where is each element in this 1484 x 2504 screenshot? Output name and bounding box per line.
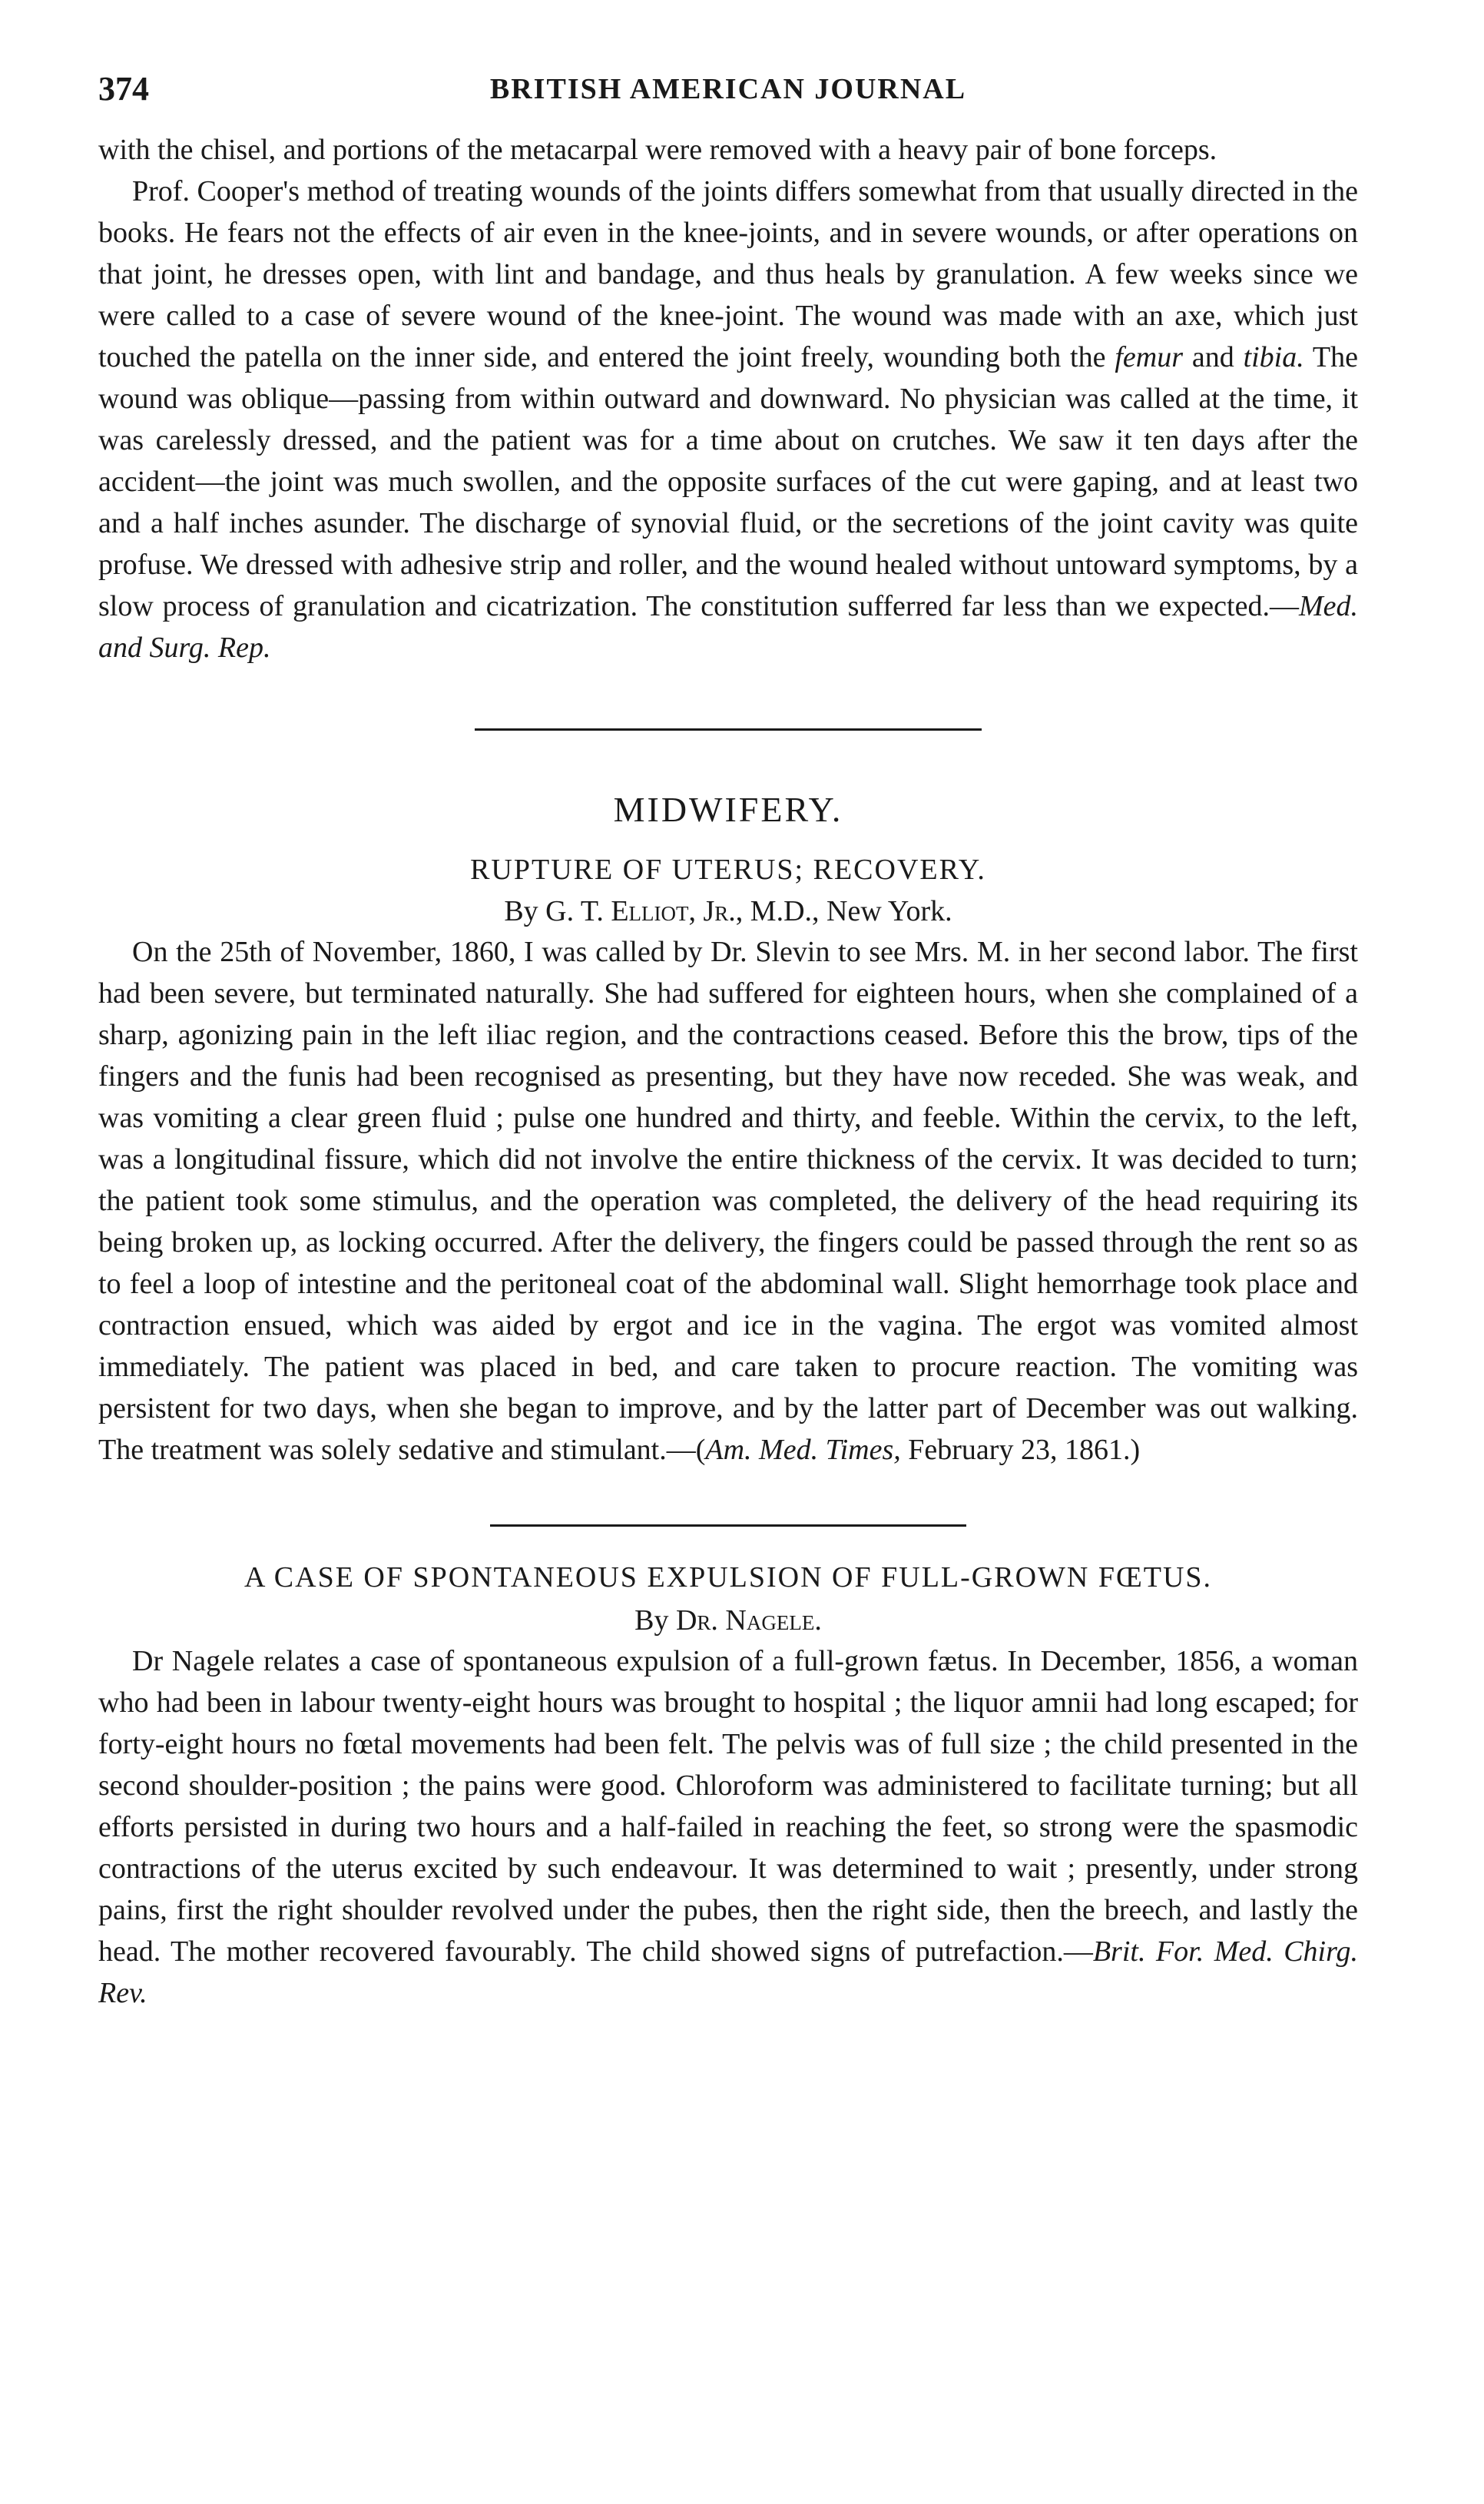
citation: Am. Med. Times, bbox=[705, 1434, 901, 1466]
citation: Brit. For. Med. Chirg. Rev. bbox=[98, 1935, 1358, 2009]
citation: Med. and Surg. Rep. bbox=[98, 590, 1358, 664]
intro-paragraph-continued: with the chisel, and portions of the metacarpal were removed with a heavy pair of bone forceps. bbox=[98, 134, 1217, 166]
paragraph-text: The wound was oblique—passing from within outward and downward. No physician was called at the time, it was carelessly dressed, and the patient was for a time about on crutches. We saw it ten days after the accident—the joint was much swollen, and the opposite surfaces of the cut were gaping, and at least two and a half inches asunder. The discharge of synovial fluid, or the secretions of the joint cavity was quite profuse. We dressed with adhesive strip and roller, and the wound healed without untoward symptoms, by a slow process of granulation and cicatrization. The constitution sufferred far less than we expected.— bbox=[98, 341, 1358, 622]
paragraph-text: On the 25th of November, 1860, I was called by Dr. Slevin to see Mrs. M. in her second labor. The first had been severe, but terminated naturally. She had suffered for eighteen hours, when she complained of a sharp, agonizing pain in the left iliac region, and the contractions ceased. Before this the brow, tips of the fingers and the funis had been recognised as presenting, but they have now receded. She was weak, and was vomiting a clear green fluid ; pulse one hundred and thirty, and feeble. Within the cervix, to the left, was a longitudinal fissure, which did not involve the entire thickness of the cervix. It was decided to turn; the patient took some stimulus, and the operation was completed, the delivery of the head requiring its being broken up, as locking occurred. After the delivery, the fingers could be passed through the rent so as to feel a loop of intestine and the peritoneal coat of the abdominal wall. Slight hemorrhage took place and contraction ensued, which was aided by ergot and ice in the vagina. The ergot was vomited almost immediately. The patient was placed in bed, and care taken to procure reaction. The vomiting was persistent for two days, when she began to improve, and by the latter part of December was out walking. The treatment was solely sedative and stimulant.—( bbox=[98, 936, 1358, 1466]
byline-suffix: , M.D., New York. bbox=[735, 895, 952, 927]
paragraph-text: and bbox=[1182, 341, 1244, 373]
article-body bbox=[98, 1640, 1358, 2014]
byline-prefix: By bbox=[504, 895, 546, 927]
article-title: A CASE OF SPONTANEOUS EXPULSION OF FULL-GROWN FŒTUS. bbox=[243, 1561, 1213, 1594]
byline-prefix: By bbox=[634, 1604, 676, 1637]
italic-term-tibia: tibia. bbox=[1243, 341, 1304, 373]
article-title: RUPTURE OF UTERUS; RECOVERY. bbox=[470, 854, 986, 886]
article-byline bbox=[98, 1604, 1358, 1637]
citation-tail: February 23, 1861.) bbox=[900, 1434, 1141, 1466]
journal-title: BRITISH AMERICAN JOURNAL bbox=[489, 73, 967, 105]
byline-author: G. T. Elliot, Jr. bbox=[545, 895, 736, 927]
paragraph-text: Prof. Cooper's method of treating wounds of the joints differs somewhat from that usually directed in the books. He fears not the effects of air even in the knee-joints, and in severe wounds, or after operations on that joint, he dresses open, with lint and bandage, and thus heals by granulation. A few weeks since we were called to a case of severe wound of the knee-joint. The wound was made with an axe, which just touched the patella on the inner side, and entered the joint freely, wounding both the bbox=[98, 175, 1358, 373]
italic-term-femur: femur bbox=[1115, 341, 1183, 373]
running-head bbox=[98, 69, 1358, 115]
page-number: 374 bbox=[98, 70, 149, 108]
section-divider bbox=[490, 1524, 966, 1527]
journal-page bbox=[98, 69, 1358, 2014]
section-heading: MIDWIFERY. bbox=[613, 790, 843, 829]
intro-paragraph-cooper bbox=[98, 171, 1358, 668]
article-body bbox=[98, 931, 1358, 1471]
section-divider bbox=[475, 728, 982, 731]
paragraph-text: Dr Nagele relates a case of spontaneous expulsion of a full-grown fætus. In December, 1856, a woman who had been in labour twenty-eight hours was brought to hospital ; the liquor amnii had long escaped; for forty-eight hours no fœtal movements had been felt. The pelvis was of full size ; the child presented in the second shoulder-position ; the pains were good. Chloroform was administered to facilitate turning; but all efforts persisted in during two hours and a half-failed in reaching the feet, so strong were the spasmodic contractions of the uterus excited by such endeavour. It was determined to wait ; presently, under strong pains, first the right shoulder revolved under the pubes, then the right side, then the breech, and lastly the head. The mother recovered favourably. The child showed signs of putrefaction.— bbox=[98, 1645, 1358, 1968]
article-byline bbox=[98, 894, 1358, 928]
byline-author: Dr. Nagele. bbox=[675, 1604, 822, 1637]
